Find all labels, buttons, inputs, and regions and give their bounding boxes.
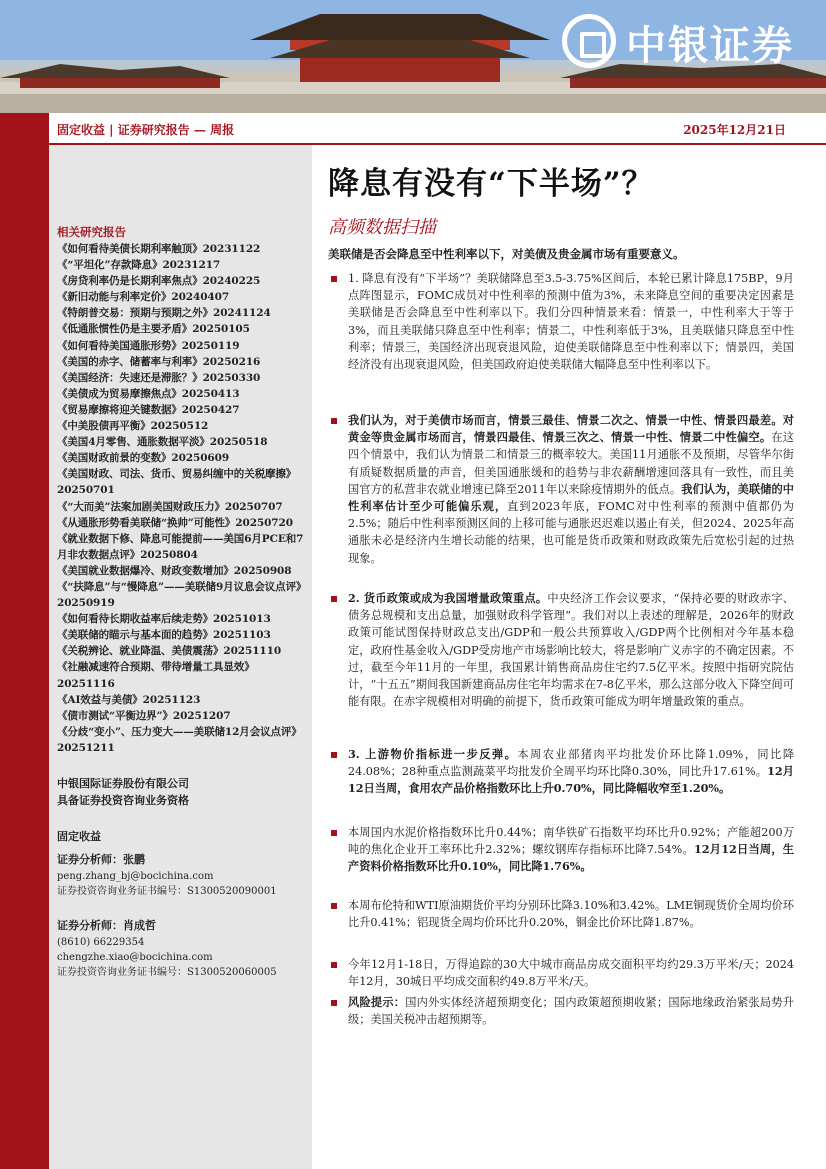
summary-paragraph — [348, 270, 794, 405]
header-banner — [0, 0, 826, 113]
bullet-icon — [331, 752, 337, 758]
paragraph-bold: 12月12日当周，食用农产品价格指数环比上升0.70%，同比降幅收窄至1.20%。 — [348, 764, 794, 796]
paragraph-bold: 我们认为，对于美债市场而言，情景三最佳、情景二次之、情景一中性、情景四最差。对黄金等贵金属市场而言，情景四最佳、情景三次之、情景一中性、情景二中性偏空。 — [348, 413, 794, 445]
paragraph-text: 本周布伦特和WTI原油期货价平均分别环比降3.10%和3.42%。LME铜现货价全周均价环比升0.41%；铝现货全周均价环比升0.20%，铜金比价环比降1.87%。 — [348, 899, 794, 930]
analyst-card — [57, 917, 277, 980]
related-report-item[interactable]: 《美国的赤字、储蓄率与利率》20250216 — [57, 355, 261, 368]
related-report-item[interactable]: 《美国4月零售、通胀数据平淡》20250518 — [57, 436, 268, 449]
related-report-item[interactable]: 《美联储的瞄示与基本面的趋势》20251103 — [57, 629, 271, 642]
paragraph-text: 本周国内水泥价格指数环比升0.44%；南华铁矿石指数平均环比升0.92%；产能超200万吨的焦化企业开工率环比升2.32%；螺纹钢库存指标环比降7.54%。 — [348, 826, 794, 857]
related-report-item[interactable]: 《关税辨论、就业降温、美债震荡》20251110 — [57, 645, 282, 658]
summary-paragraph — [348, 956, 794, 991]
related-report-item[interactable]: 《美国财政、司法、货币、贸易纠缠中的关税摩擦》20250701 — [57, 468, 297, 497]
summary-paragraph — [348, 824, 794, 894]
related-report-item[interactable]: 《美国经济：失速还是滞胀？》20250330 — [57, 371, 261, 384]
paragraph-text: 1. 降息有没有“下半场”？美联储降息至3.5-3.75%区间后，本轮已累计降息175BP，9月点阵图显示，FOMC成员对中性利率的预测中值为3%，未来降息空间的重要决定因素是美联储是否会降息至中性利率以下。我们分四种情景来看：情景一，中性利率大于等于3%，而且美联储只降息至中性利率；情景二，中性利率低于3%，且美联储只降息至中性利率；情景三，美国经济出现衰退风险，迫使美联储降息至中性利率以下；情景四，美国经济没有出现衰退风险，但美国政府迫使美联储大幅降息至中性利率以下。 — [348, 272, 794, 372]
paragraph-bold: 12月12日当周，生产资料价格指数环比升0.10%，同比降1.76%。 — [348, 842, 794, 874]
paragraph-text: 本周农业部猪肉平均批发价环比降1.09%，同比降24.08%；28种重点监测蔬菜平均批发价全周平均环比降0.30%，同比升17.61%。 — [348, 748, 795, 779]
analyst-phone: (8610) 66229354 — [57, 937, 145, 948]
bullet-icon — [331, 596, 337, 602]
bullet-icon — [331, 1000, 337, 1006]
related-report-item[interactable]: 《低通胀惯性仍是主要矛盾》20250105 — [57, 323, 250, 336]
analyst-license: 证券投资咨询业务证书编号：S1300520090001 — [57, 886, 277, 897]
risk-text: 国内外实体经济超预期变化；国内政策超预期收紧；国际地缘政治紧张局势升级；美国关税冲击超预期等。 — [348, 996, 794, 1027]
paragraph-bold: 3. 上游物价指标进一步反弹。 — [348, 747, 518, 761]
related-report-item[interactable]: 《从通胀形势看美联储“换帅”可能性》20250720 — [57, 516, 293, 529]
bullet-icon — [331, 830, 337, 836]
related-report-item[interactable]: 《房贷利率仍是长期利率焦点》20240225 — [57, 275, 261, 288]
report-subtitle: 高频数据扫描 — [328, 217, 436, 238]
related-report-item[interactable]: 《就业数据下修、降息可能提前——美国6月PCE和7月非农数据点评》20250804 — [57, 532, 304, 561]
related-report-item[interactable]: 《如何看待美国通胀形势》20250119 — [57, 339, 240, 352]
bullet-icon — [331, 418, 337, 424]
paragraph-text: 在这四个情景中，我们认为情景二和情景三的概率较大。美国11月通胀不及预期，尽管华尔街有质疑数据质量的声音，但美国通胀缓和的趋势与非农薪酬增速回落具有一致性，而且美国官方的私营非农就业增速已降至2011年以来除疫情期外的低点。 — [348, 431, 794, 496]
paragraph-text: 直到2023年底，FOMC对中性利率的预测中值都仍为2.5%；随后中性利率预测区间的上移可能与通胀迟迟难以遏止有关，但2024、2025年高通胀未必是经济内生增长动能的结果，也可能是货币政策和财政政策先后宽松引起的过热现象。 — [348, 500, 794, 565]
related-report-item[interactable]: 《美国财政前景的变数》20250609 — [57, 452, 230, 465]
related-report-item[interactable]: 《“扶降息”与“慢降息”——美联储9月议息会议点评》20250919 — [57, 580, 307, 610]
analyst-card — [57, 851, 277, 899]
company-info — [57, 775, 189, 809]
company-logo — [562, 12, 802, 76]
related-report-item[interactable]: 《如何看待美债长期利率触顶》20231122 — [57, 243, 261, 255]
bullet-icon — [331, 276, 337, 282]
analyst-title: 证券分析师：张鹏 — [57, 853, 145, 866]
analyst-title: 证券分析师：肖成哲 — [57, 919, 156, 932]
company-qualification: 具备证券投资咨询业务资格 — [57, 794, 189, 807]
related-report-item[interactable]: 《美债成为贸易摩擦焦点》20250413 — [57, 387, 240, 400]
related-report-item[interactable]: 《分歧“变小”、压力变大——美联储12月会议点评》20251211 — [57, 725, 302, 754]
report-category: 固定收益 | 证券研究报告 — 周报 — [57, 123, 235, 137]
analyst-license: 证券投资咨询业务证书编号：S1300520060005 — [57, 967, 277, 978]
report-meta-bar — [49, 113, 826, 145]
related-report-item[interactable]: 《新旧动能与利率定价》20240407 — [57, 291, 230, 304]
analyst-email[interactable]: peng.zhang_bj@bocichina.com — [57, 871, 214, 882]
related-report-item[interactable]: 《AI效益与美债》20251123 — [57, 693, 201, 706]
bullet-icon — [331, 962, 337, 968]
sector-label: 固定收益 — [57, 830, 101, 843]
paragraph-text: 今年12月1-18日，万得追踪的30大中城市商品房成交面积平均约29.3万平米/天；2024年12月，30城日平均成交面积约49.8万平米/天。 — [348, 958, 794, 989]
related-report-item[interactable]: 《债市测试“平衡边界”》20251207 — [57, 709, 231, 722]
report-title: 降息有没有“下半场”？ — [328, 166, 654, 202]
paragraph-bold: 2. 货币政策或成为我国增量政策重点。 — [348, 591, 548, 605]
left-accent-bar — [0, 113, 49, 1169]
risk-paragraph — [348, 994, 794, 1029]
summary-paragraph — [348, 897, 794, 949]
boc-logo-icon — [562, 14, 616, 68]
related-reports-list — [57, 241, 309, 756]
company-name: 中银国际证券股份有限公司 — [57, 777, 189, 790]
related-reports-heading: 相关研究报告 — [57, 225, 126, 239]
paragraph-bold: 我们认为，美联储的中性利率估计至少可能偏乐观， — [348, 481, 794, 514]
summary-paragraph — [348, 412, 794, 584]
report-date: 2025年12月21日 — [683, 123, 786, 137]
related-report-item[interactable]: 《美国就业数据爆冷、财政变数增加》20250908 — [57, 564, 292, 577]
report-lead: 美联储是否会降息至中性利率以下，对美债及贵金属市场有重要意义。 — [328, 247, 685, 261]
related-report-item[interactable]: 《如何看待长期收益率后续走势》20251013 — [57, 613, 271, 626]
related-report-item[interactable]: 《“平坦化”存款降息》20231217 — [57, 259, 221, 272]
summary-paragraph — [348, 746, 794, 816]
summary-paragraph — [348, 590, 794, 740]
bullet-icon — [331, 903, 337, 909]
related-report-item[interactable]: 《“大而美”法案加剧美国财政压力》20250707 — [57, 500, 283, 513]
risk-label: 风险提示： — [348, 995, 406, 1009]
related-report-item[interactable]: 《社融减速符合预期、带待增量工具显效》20251116 — [57, 661, 255, 690]
related-report-item[interactable]: 《贸易摩擦将迎关键数据》20250427 — [57, 403, 240, 416]
analyst-email[interactable]: chengzhe.xiao@bocichina.com — [57, 952, 213, 963]
related-report-item[interactable]: 《中美股债再平衡》20250512 — [57, 420, 209, 433]
related-report-item[interactable]: 《特朗普交易：预期与预期之外》20241124 — [57, 307, 271, 320]
paragraph-text: 中央经济工作会议要求，“保持必要的财政赤字、债务总规模和支出总量，加强财政科学管理”。我们对以上表述的理解是，2026年的财政政策可能试图保持财政总支出/GDP和一般公共预算收入/GDP两个比例相对今年基本稳定，政府性基金收入/GDP受房地产市场影响比较大，将是影响广义赤字的不确定因素。不过，截至今年11月的一年里，我国累计销售商品房住宅约7.5亿平米。按照中指研究院估计，“十五五”期间我国新建商品房住宅年均需求在7-8亿平米，那么这部分收入下降空间可能有限。在赤字规模相对明确的前提下，货币政策可能成为明年增量政策的重点。 — [348, 592, 794, 709]
logo-text: 中银证券 — [626, 23, 794, 69]
